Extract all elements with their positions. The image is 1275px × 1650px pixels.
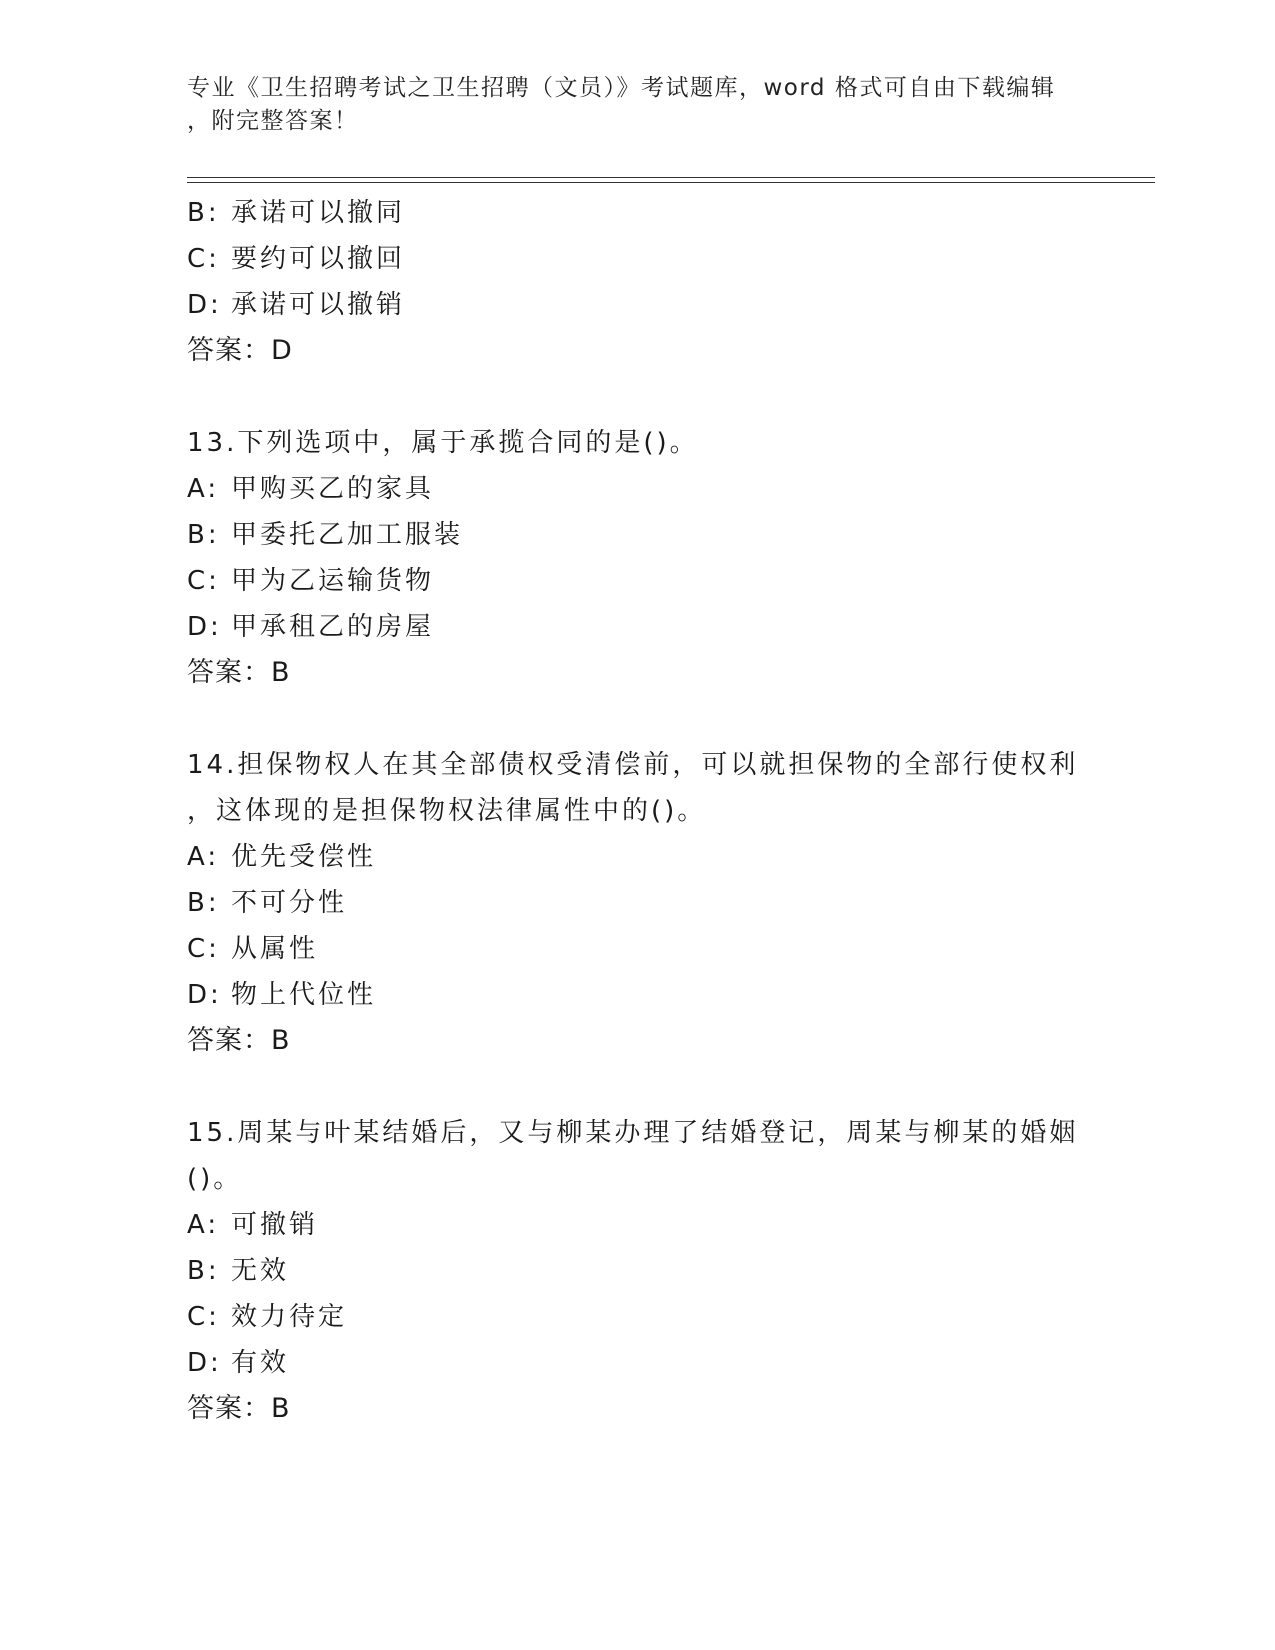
- question-12-tail: [187, 190, 1087, 374]
- question-13: [187, 420, 1087, 696]
- option-a: [187, 1202, 1087, 1248]
- option-text: 无效: [231, 1256, 290, 1286]
- option-text: 甲为乙运输货物: [231, 566, 435, 596]
- option-label: D:: [187, 980, 222, 1010]
- header-line-1: 专业《卫生招聘考试之卫生招聘（文员）》考试题库，word 格式可自由下载编辑: [187, 75, 1056, 101]
- option-label: B:: [187, 888, 220, 918]
- option-text: 优先受偿性: [231, 842, 377, 872]
- option-label: B:: [187, 198, 220, 228]
- option-label: C:: [187, 566, 220, 596]
- option-label: D:: [187, 1348, 222, 1378]
- answer-line: 答案：B: [187, 657, 291, 688]
- option-label: B:: [187, 520, 220, 550]
- header-line-2: ，附完整答案！: [187, 108, 359, 134]
- option-d: [187, 604, 1087, 650]
- option-text: 要约可以撤回: [231, 244, 406, 274]
- spacer: [187, 1064, 1087, 1110]
- option-d: [187, 1340, 1087, 1386]
- option-d: [187, 972, 1087, 1018]
- option-b: [187, 512, 1087, 558]
- option-label: D:: [187, 290, 222, 320]
- option-c: [187, 558, 1087, 604]
- header-divider-bottom: [187, 182, 1155, 183]
- option-b: [187, 1248, 1087, 1294]
- option-text: 甲承租乙的房屋: [231, 612, 435, 642]
- answer-line: 答案：B: [187, 1393, 291, 1424]
- question-list: [187, 190, 1087, 1432]
- option-a: [187, 834, 1087, 880]
- option-label: B:: [187, 1256, 220, 1286]
- document-header: [187, 72, 1067, 138]
- option-text: 有效: [231, 1348, 290, 1378]
- option-c: [187, 236, 1087, 282]
- option-text: 从属性: [231, 934, 319, 964]
- option-text: 不可分性: [231, 888, 348, 918]
- question-stem-line-2: ()。: [187, 1164, 243, 1194]
- option-text: 承诺可以撤销: [231, 290, 406, 320]
- question-14: [187, 742, 1087, 1064]
- question-stem: 13.下列选项中，属于承揽合同的是()。: [187, 428, 699, 458]
- option-c: [187, 926, 1087, 972]
- option-label: A:: [187, 474, 220, 504]
- option-label: D:: [187, 612, 222, 642]
- question-stem-line-2: ，这体现的是担保物权法律属性中的()。: [187, 796, 707, 826]
- spacer: [187, 374, 1087, 420]
- option-text: 可撤销: [231, 1210, 319, 1240]
- option-label: C:: [187, 1302, 220, 1332]
- question-stem-line-1: 15.周某与叶某结婚后，又与柳某办理了结婚登记，周某与柳某的婚姻: [187, 1118, 1079, 1148]
- question-stem-line-1: 14.担保物权人在其全部债权受清偿前，可以就担保物的全部行使权利: [187, 750, 1079, 780]
- option-d: [187, 282, 1087, 328]
- option-text: 承诺可以撤同: [231, 198, 406, 228]
- option-label: A:: [187, 842, 220, 872]
- option-text: 甲委托乙加工服装: [231, 520, 464, 550]
- option-b: [187, 190, 1087, 236]
- option-a: [187, 466, 1087, 512]
- option-label: C:: [187, 934, 220, 964]
- header-divider-top: [187, 177, 1155, 178]
- option-b: [187, 880, 1087, 926]
- option-text: 物上代位性: [231, 980, 377, 1010]
- option-c: [187, 1294, 1087, 1340]
- option-text: 效力待定: [231, 1302, 348, 1332]
- question-15: [187, 1110, 1087, 1432]
- option-text: 甲购买乙的家具: [231, 474, 435, 504]
- answer-line: 答案：B: [187, 1025, 291, 1056]
- answer-line: 答案：D: [187, 335, 293, 366]
- option-label: C:: [187, 244, 220, 274]
- spacer: [187, 696, 1087, 742]
- option-label: A:: [187, 1210, 220, 1240]
